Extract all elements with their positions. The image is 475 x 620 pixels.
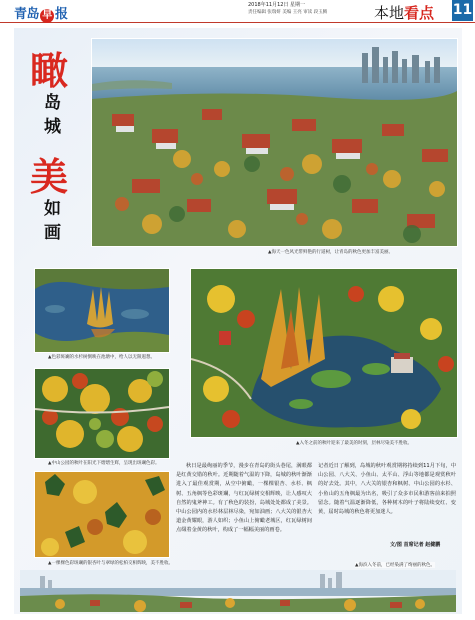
ginkgo-caption: ▲一棵棵色彩斑斓的银杏叶与翠绿的松柏交相辉映，美不胜收。 [48,561,173,566]
page-number: 11 [452,0,473,21]
headline-char: 如 [44,199,61,219]
bottom-caption: ▲海滨入冬前，已经染满了绚丽的秋色。 [355,563,435,568]
bottom-panorama-photo [20,570,456,612]
article-column-1: 秋日是最绚丽的季节，漫步在青岛的街头巷尾，满眼都是红黄交错的秋叶。近期随着气温的下降，岛城的秋叶渐渐进入了最佳观赏期，从空中俯瞰，一棵棵银杏、水杉、枫树、五角枫等色彩斑斓，与红瓦绿树交相辉映，让人感叹大自然的鬼斧神工。有了秋色的装扮，岛城处处都成了美景。中山公园内的水杉林层林尽染，宛如油画；八大关的银杏大道金黄耀眼，游人如织；小鱼山上俯瞰老城区，红瓦绿树间点缀着金黄的秋叶，构成了一幅幅美丽的画卷。 [176,463,312,534]
center-caption: ▲入冬之前的秋叶迎来了最美的时刻，层林尽染美不胜收。 [296,441,412,446]
pond-photo [34,268,170,353]
hero-photo [91,38,458,247]
page-header [0,0,475,23]
pond-caption: ▲色彩斑斓的水杉树倒映在池塘中，给人以无限遐想。 [48,355,155,360]
editor-credits: 责任编辑 张瑞妍 美编 王亮 审读 段玉腾 [248,10,328,15]
ginkgo-photo [34,471,170,558]
headline-char: 城 [44,117,61,137]
section-title: 本地看点 [374,4,435,22]
park-caption: ▲中山公园的秋叶在阳光下熠熠生辉，呈现出斑斓色彩。 [48,461,160,466]
hero-caption: ▲海天一色风光带鲜艳的行道树，让青岛的秋色更加丰富美丽。 [268,250,393,255]
park-aerial-photo [190,268,458,438]
headline-char: 瞰 [30,48,69,93]
park-canopy-photo [34,368,170,459]
headline-char: 画 [44,223,61,243]
article-column-2: 记者近日了解到，岛城的秋叶观赏期将持续到11月下旬，中山公园、八大关、小鱼山、太平山、浮山等地都是观赏秋叶的好去处。其中，八大关的银杏和枫树、中山公园的水杉、小鱼山的五角枫最为出名，吸引了众多市民和游客前来拍照留念。随着气温逐渐降低，各种树木的叶子将陆续变红、变黄，届时岛城的秋色将更加迷人。 [318,463,456,516]
byline: 文/图 首席记者 赵健鹏 [390,542,441,548]
headline-char: 美 [30,154,69,199]
headline-char: 岛 [44,93,61,113]
newspaper-logo: 青岛 早 报 [14,7,68,22]
dateline: 2018年11月12日 星期一 [248,2,306,8]
